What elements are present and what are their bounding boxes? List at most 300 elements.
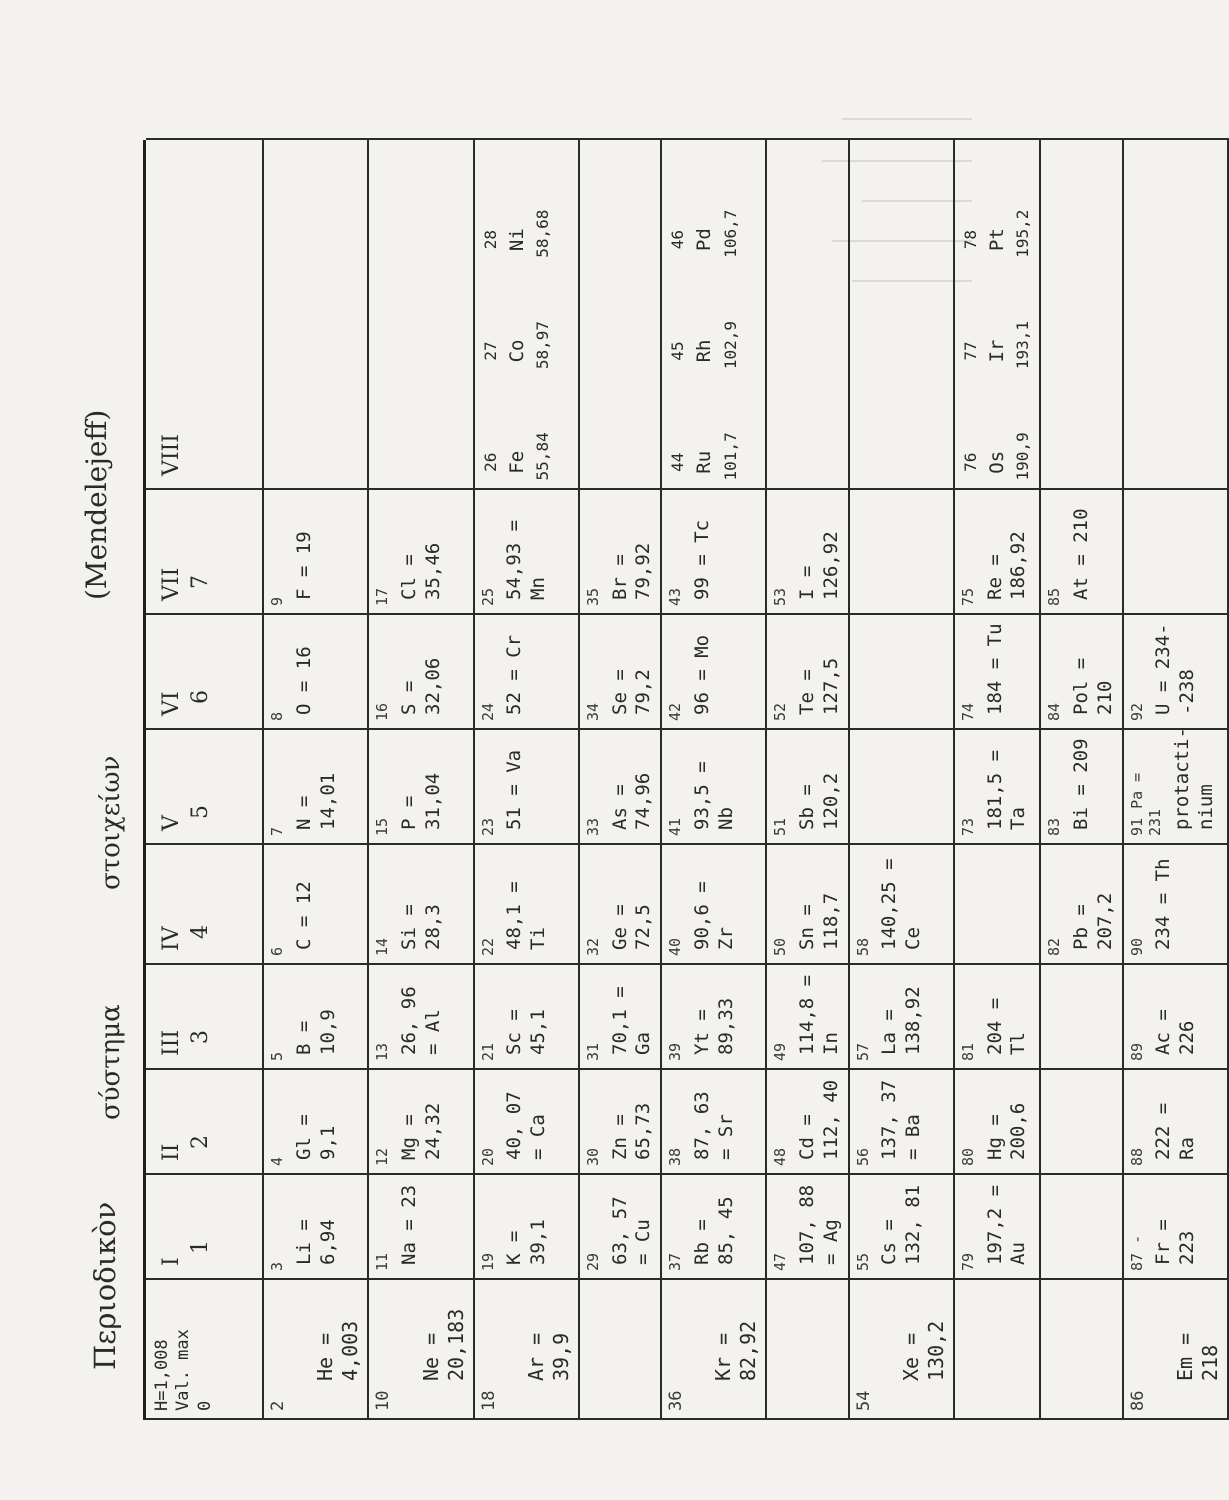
element-value: 90,6 = Zr	[690, 881, 737, 950]
atomic-number: 42	[666, 702, 684, 721]
atomic-number: 46	[668, 229, 687, 250]
atomic-number: 22	[478, 937, 497, 956]
element-cell	[368, 844, 473, 964]
atomic-number: 52	[771, 702, 790, 721]
element-value: protacti- nium	[1171, 727, 1217, 830]
periodic-table-figure	[68, 140, 1222, 1420]
element-value: Xe = 130,2	[898, 1320, 948, 1381]
atomic-number: 79	[958, 1252, 977, 1271]
period-row	[849, 139, 954, 1419]
element-value: 222 = Ra	[1152, 1102, 1198, 1160]
noble-gas-cell	[263, 1279, 368, 1419]
element-cell	[1123, 844, 1228, 964]
period-row	[474, 139, 579, 1419]
element-cell	[766, 1069, 848, 1174]
element-value: 87, 63 = Sr	[690, 1091, 737, 1160]
group-viii-cell	[661, 139, 766, 489]
element-value: 184 = Tu	[983, 623, 1006, 715]
atomic-number: 24	[478, 702, 497, 721]
atomic-number: 36	[666, 1390, 686, 1411]
element-value: 51 = Va	[503, 749, 526, 830]
element-value: Re = 186,92	[983, 531, 1030, 600]
element-cell	[474, 489, 579, 614]
group-valence: 2	[187, 1135, 213, 1149]
element-value: Pb = 207,2	[1070, 892, 1116, 950]
atomic-number: 14	[373, 937, 392, 956]
element-symbol: Os	[985, 450, 1008, 474]
periodic-table	[146, 138, 1229, 1420]
atomic-weight: 106,7	[720, 209, 740, 258]
group-viii-triad	[959, 147, 1036, 481]
atomic-number: 28	[480, 229, 500, 250]
title-part-3: στοιχείων	[96, 755, 126, 890]
atomic-weight: 58,68	[533, 209, 552, 258]
element-cell	[661, 1069, 766, 1174]
element-value: At = 210	[1070, 508, 1092, 600]
atomic-number: 17	[373, 587, 392, 606]
element-cell	[579, 844, 661, 964]
element-value: 54,93 = Mn	[503, 519, 549, 600]
period-row	[368, 139, 473, 1419]
element-value: Ne = 20,183	[418, 1308, 468, 1381]
element-value: 52 = Cr	[503, 634, 526, 715]
element-cell	[263, 1174, 368, 1279]
group-roman: I	[159, 1257, 184, 1266]
group-valence: 3	[187, 1030, 213, 1044]
atomic-number: 34	[583, 702, 602, 721]
atomic-weight: 195,2	[1013, 209, 1033, 258]
element-value: Cl = 35,46	[398, 542, 444, 600]
element-cell	[766, 1174, 848, 1279]
element-symbol: Pt	[985, 228, 1008, 252]
element-value: Sn = 118,7	[796, 892, 842, 950]
element-cell	[1040, 489, 1122, 614]
atomic-number: 37	[666, 1252, 684, 1271]
group-roman: VII	[159, 567, 184, 601]
element-cell	[661, 1174, 766, 1279]
element-value: Yt = 89,33	[690, 997, 737, 1055]
element-value: F = 19	[292, 531, 315, 600]
element-value: 26, 96 = Al	[398, 986, 444, 1055]
atomic-number: 39	[666, 1042, 684, 1061]
atomic-number: 74	[958, 702, 977, 721]
atomic-number: 51	[771, 817, 790, 836]
atomic-number: 54	[853, 1390, 874, 1411]
element-value: C = 12	[292, 881, 315, 950]
element-symbol: Ir	[985, 339, 1008, 363]
atomic-number: 35	[583, 587, 602, 606]
triad-element	[666, 148, 743, 258]
element-value: U = 234- -238	[1152, 623, 1198, 715]
element-value: 181,5 = Ta	[983, 749, 1030, 830]
element-value: Gl = 9,1	[292, 1114, 339, 1160]
atomic-number: 44	[668, 452, 687, 472]
atomic-number: 31	[583, 1042, 602, 1061]
element-cell	[954, 489, 1041, 614]
atomic-number: 58	[853, 937, 872, 956]
group-header-cell	[146, 964, 263, 1069]
element-cell	[1123, 489, 1228, 614]
atomic-number: 11	[373, 1252, 392, 1271]
atomic-number: 55	[853, 1252, 872, 1271]
element-cell	[368, 489, 473, 614]
title-part-4: (Mendelejeff)	[80, 409, 113, 600]
element-cell	[1123, 1174, 1228, 1279]
element-value: Mg = 24,32	[398, 1102, 444, 1160]
element-cell	[474, 1069, 579, 1174]
atomic-number: 50	[771, 937, 790, 956]
atomic-number: 21	[478, 1042, 497, 1061]
group-viii-cell	[368, 139, 473, 489]
group-header-cell	[146, 1069, 263, 1174]
element-value: 114,8 = In	[796, 974, 842, 1055]
element-cell	[849, 964, 954, 1069]
group-header-cell	[146, 614, 263, 729]
triad-element	[959, 259, 1036, 369]
element-value: 96 = Mo	[690, 634, 713, 715]
element-cell	[263, 964, 368, 1069]
atomic-number: 19	[478, 1252, 497, 1271]
atomic-number: 80	[958, 1147, 977, 1166]
group-roman: II	[159, 1143, 184, 1161]
group-roman: VI	[159, 691, 184, 716]
element-value: S = 32,06	[398, 657, 444, 715]
triad-element	[479, 259, 556, 369]
element-value: Hg = 200,6	[983, 1102, 1030, 1160]
element-cell	[263, 614, 368, 729]
triad-element	[479, 148, 556, 258]
atomic-number: 41	[666, 817, 684, 836]
element-symbol: Ru	[693, 450, 715, 474]
period-row	[661, 139, 766, 1419]
valence-max-label: Val. max	[173, 1329, 194, 1411]
element-value: 93,5 = Nb	[690, 761, 737, 830]
atomic-number: 4	[268, 1156, 286, 1166]
atomic-number: 83	[1045, 817, 1064, 836]
element-value: B = 10,9	[292, 1009, 339, 1055]
atomic-weight: 190,9	[1013, 432, 1033, 481]
element-value: 204 = Tl	[983, 997, 1030, 1055]
element-cell	[849, 1174, 954, 1279]
atomic-number: 49	[771, 1042, 790, 1061]
element-symbol: Fe	[505, 450, 528, 474]
element-cell	[579, 1069, 661, 1174]
group-valence: 6	[187, 690, 213, 704]
element-value: Cs = 132, 81	[878, 1184, 924, 1265]
atomic-number: 78	[960, 229, 980, 250]
element-cell	[1040, 964, 1122, 1069]
element-cell	[263, 1069, 368, 1174]
element-cell	[263, 844, 368, 964]
atomic-number: 6	[268, 946, 286, 956]
element-cell	[849, 614, 954, 729]
group-viii-triad	[666, 147, 743, 481]
element-cell	[661, 614, 766, 729]
element-value: Si = 28,3	[398, 904, 444, 950]
atomic-number: 82	[1045, 937, 1064, 956]
group-zero-valence: 0	[194, 1400, 215, 1411]
period-row	[263, 139, 368, 1419]
group-roman: V	[159, 815, 184, 831]
element-cell	[368, 1069, 473, 1174]
atomic-number: 26	[480, 452, 500, 472]
element-value: Em = 218	[1172, 1332, 1222, 1381]
atomic-number: 77	[960, 341, 980, 361]
element-cell	[661, 964, 766, 1069]
element-value: 63, 57 = Cu	[608, 1196, 655, 1265]
element-cell	[766, 964, 848, 1069]
element-cell	[766, 844, 848, 964]
noble-gas-cell	[1123, 1279, 1228, 1419]
element-value: 234 = Th	[1152, 858, 1175, 950]
element-cell	[954, 964, 1041, 1069]
element-cell	[263, 489, 368, 614]
element-value: Na = 23	[398, 1184, 420, 1265]
group-viii-cell	[1040, 139, 1122, 489]
element-cell	[474, 729, 579, 844]
element-value: 40, 07 = Ca	[503, 1091, 549, 1160]
atomic-weight: 102,9	[720, 320, 740, 370]
atomic-number: 84	[1045, 702, 1064, 721]
element-value: Fr = 223	[1152, 1219, 1198, 1265]
element-cell	[368, 964, 473, 1069]
group-viii-cell	[1123, 139, 1228, 489]
atomic-number: 18	[478, 1390, 499, 1411]
element-cell	[368, 614, 473, 729]
group-valence: 1	[187, 1240, 213, 1254]
noble-gas-cell	[849, 1279, 954, 1419]
element-value: Ge = 72,5	[608, 904, 655, 950]
period-row	[766, 139, 848, 1419]
element-value: Cd = 112, 40	[796, 1079, 842, 1160]
element-cell	[849, 1069, 954, 1174]
group-viii-triad	[479, 147, 556, 481]
group-valence: 4	[187, 925, 213, 939]
period-row	[954, 139, 1041, 1419]
noble-gas-cell	[368, 1279, 473, 1419]
element-cell	[474, 1174, 579, 1279]
noble-gas-cell	[579, 1279, 661, 1419]
element-cell	[1040, 729, 1122, 844]
group-viii-cell	[474, 139, 579, 489]
atomic-weight: 101,7	[720, 432, 740, 481]
element-value: 99 = Tc	[690, 519, 713, 600]
element-value: Rb = 85, 45	[690, 1196, 737, 1265]
period-row	[1123, 139, 1228, 1419]
element-value: Kr = 82,92	[711, 1320, 761, 1381]
element-cell	[661, 489, 766, 614]
element-cell	[1123, 964, 1228, 1069]
atomic-number: 20	[478, 1147, 497, 1166]
element-cell	[1123, 614, 1228, 729]
header-row	[146, 139, 263, 1419]
element-cell	[661, 729, 766, 844]
atomic-number: 45	[668, 341, 687, 361]
atomic-number: 27	[480, 341, 500, 361]
table-title	[68, 140, 146, 1420]
atomic-weight: 58,97	[533, 320, 552, 370]
element-value: O = 16	[292, 646, 315, 715]
atomic-number: 47	[771, 1252, 790, 1271]
element-value: Se = 79,2	[608, 669, 655, 715]
atomic-number: 8	[268, 711, 286, 721]
element-value: Te = 127,5	[796, 657, 842, 715]
element-cell	[766, 489, 848, 614]
element-symbol: Pd	[693, 228, 715, 252]
atomic-number: 25	[478, 587, 497, 606]
atomic-number: 57	[853, 1042, 872, 1061]
atomic-number: 56	[853, 1147, 872, 1166]
atomic-number: 15	[373, 817, 392, 836]
group-header-cell	[146, 1174, 263, 1279]
atomic-number: 76	[960, 452, 980, 472]
element-cell	[474, 614, 579, 729]
element-value: Ar = 39,9	[523, 1332, 573, 1381]
element-value: La = 138,92	[878, 986, 924, 1055]
element-cell	[849, 729, 954, 844]
element-cell	[1123, 729, 1228, 844]
atomic-number: 92	[1127, 702, 1146, 721]
element-value: Br = 79,92	[608, 542, 655, 600]
group-viii-cell	[849, 139, 954, 489]
element-value: 137, 37 = Ba	[878, 1079, 924, 1160]
atomic-number: 87 -	[1127, 1234, 1146, 1271]
element-cell	[849, 489, 954, 614]
group-header-cell	[146, 489, 263, 614]
atomic-number: 90	[1127, 937, 1146, 956]
atomic-number: 9	[268, 596, 286, 606]
atomic-number: 38	[666, 1147, 684, 1166]
element-value: Bi = 209	[1070, 738, 1092, 830]
period-row	[1040, 139, 1122, 1419]
atomic-number: 2	[268, 1400, 288, 1411]
atomic-number: 89	[1127, 1042, 1146, 1061]
element-symbol: Co	[505, 339, 528, 363]
noble-gas-cell	[661, 1279, 766, 1419]
atomic-number: 86	[1127, 1390, 1148, 1411]
title-part-2: σύστημα	[96, 1004, 126, 1120]
group-viii-cell	[766, 139, 848, 489]
atomic-number: 33	[583, 817, 602, 836]
atomic-number: 13	[373, 1042, 392, 1061]
element-value: 140,25 = Ce	[878, 858, 924, 950]
group-valence: 5	[187, 805, 213, 819]
element-cell	[766, 614, 848, 729]
element-value: P = 31,04	[398, 772, 444, 830]
element-cell	[661, 844, 766, 964]
element-value: 197,2 = Au	[983, 1184, 1030, 1265]
atomic-number: 32	[583, 937, 602, 956]
triad-element	[666, 370, 743, 480]
atomic-number: 7	[268, 826, 286, 836]
element-cell	[263, 729, 368, 844]
element-value: As = 74,96	[608, 772, 655, 830]
element-value: Li = 6,94	[292, 1219, 339, 1265]
hydrogen-label: H=1,008	[152, 1339, 172, 1411]
period-row	[579, 139, 661, 1419]
element-cell	[849, 844, 954, 964]
atomic-number: 23	[478, 817, 497, 836]
element-cell	[474, 964, 579, 1069]
element-value: He = 4,003	[313, 1320, 363, 1381]
group-roman: VIII	[159, 434, 184, 476]
noble-gas-cell	[954, 1279, 1041, 1419]
atomic-number: 88	[1127, 1147, 1146, 1166]
element-value: Zn = 65,73	[608, 1102, 655, 1160]
atomic-number: 16	[373, 702, 392, 721]
atomic-number: 91 Pa = 231	[1127, 772, 1165, 836]
element-symbol: Ni	[505, 228, 528, 252]
element-value: I = 126,92	[796, 531, 842, 600]
element-cell	[1040, 1069, 1122, 1174]
atomic-number: 29	[583, 1252, 602, 1271]
element-value: Sc = 45,1	[503, 1009, 549, 1055]
atomic-number: 48	[771, 1147, 790, 1166]
group-header-cell	[146, 844, 263, 964]
atomic-number: 73	[958, 817, 977, 836]
element-cell	[474, 844, 579, 964]
element-cell	[954, 1069, 1041, 1174]
atomic-number: 53	[771, 587, 790, 606]
triad-element	[959, 148, 1036, 258]
element-cell	[954, 729, 1041, 844]
noble-gas-cell	[766, 1279, 848, 1419]
element-cell	[368, 729, 473, 844]
group-roman: III	[159, 1029, 184, 1056]
noble-gas-cell	[474, 1279, 579, 1419]
atomic-weight: 55,84	[533, 432, 552, 481]
element-cell	[954, 844, 1041, 964]
triad-element	[479, 370, 556, 480]
element-value: 107, 88 = Ag	[796, 1184, 842, 1265]
atomic-number: 3	[268, 1261, 286, 1271]
element-value: Pol = 210	[1070, 657, 1116, 715]
group-viii-cell	[954, 139, 1041, 489]
group-valence: 7	[187, 575, 213, 589]
group-header-cell	[146, 729, 263, 844]
group-roman: IV	[159, 926, 184, 951]
group-viii-cell	[263, 139, 368, 489]
atomic-number: 43	[666, 587, 684, 606]
atomic-number: 40	[666, 937, 684, 956]
element-cell	[579, 964, 661, 1069]
element-value: N = 14,01	[292, 772, 339, 830]
bleed-through-line	[842, 118, 972, 120]
atomic-number: 85	[1045, 587, 1064, 606]
element-cell	[368, 1174, 473, 1279]
group-viii-cell	[579, 139, 661, 489]
element-cell	[1040, 1174, 1122, 1279]
element-cell	[1123, 1069, 1228, 1174]
element-symbol: Rh	[693, 339, 715, 363]
element-cell	[1040, 844, 1122, 964]
element-cell	[579, 489, 661, 614]
triad-element	[666, 259, 743, 369]
atomic-number: 81	[958, 1042, 977, 1061]
header-cell-zero	[146, 1279, 263, 1419]
group-header-cell	[146, 139, 263, 489]
atomic-weight: 193,1	[1013, 320, 1033, 370]
element-cell	[954, 1174, 1041, 1279]
element-cell	[579, 1174, 661, 1279]
element-cell	[1040, 614, 1122, 729]
element-cell	[579, 614, 661, 729]
atomic-number: 10	[373, 1390, 394, 1411]
triad-element	[959, 370, 1036, 480]
element-cell	[579, 729, 661, 844]
element-cell	[766, 729, 848, 844]
element-value: 48,1 = Ti	[503, 881, 549, 950]
